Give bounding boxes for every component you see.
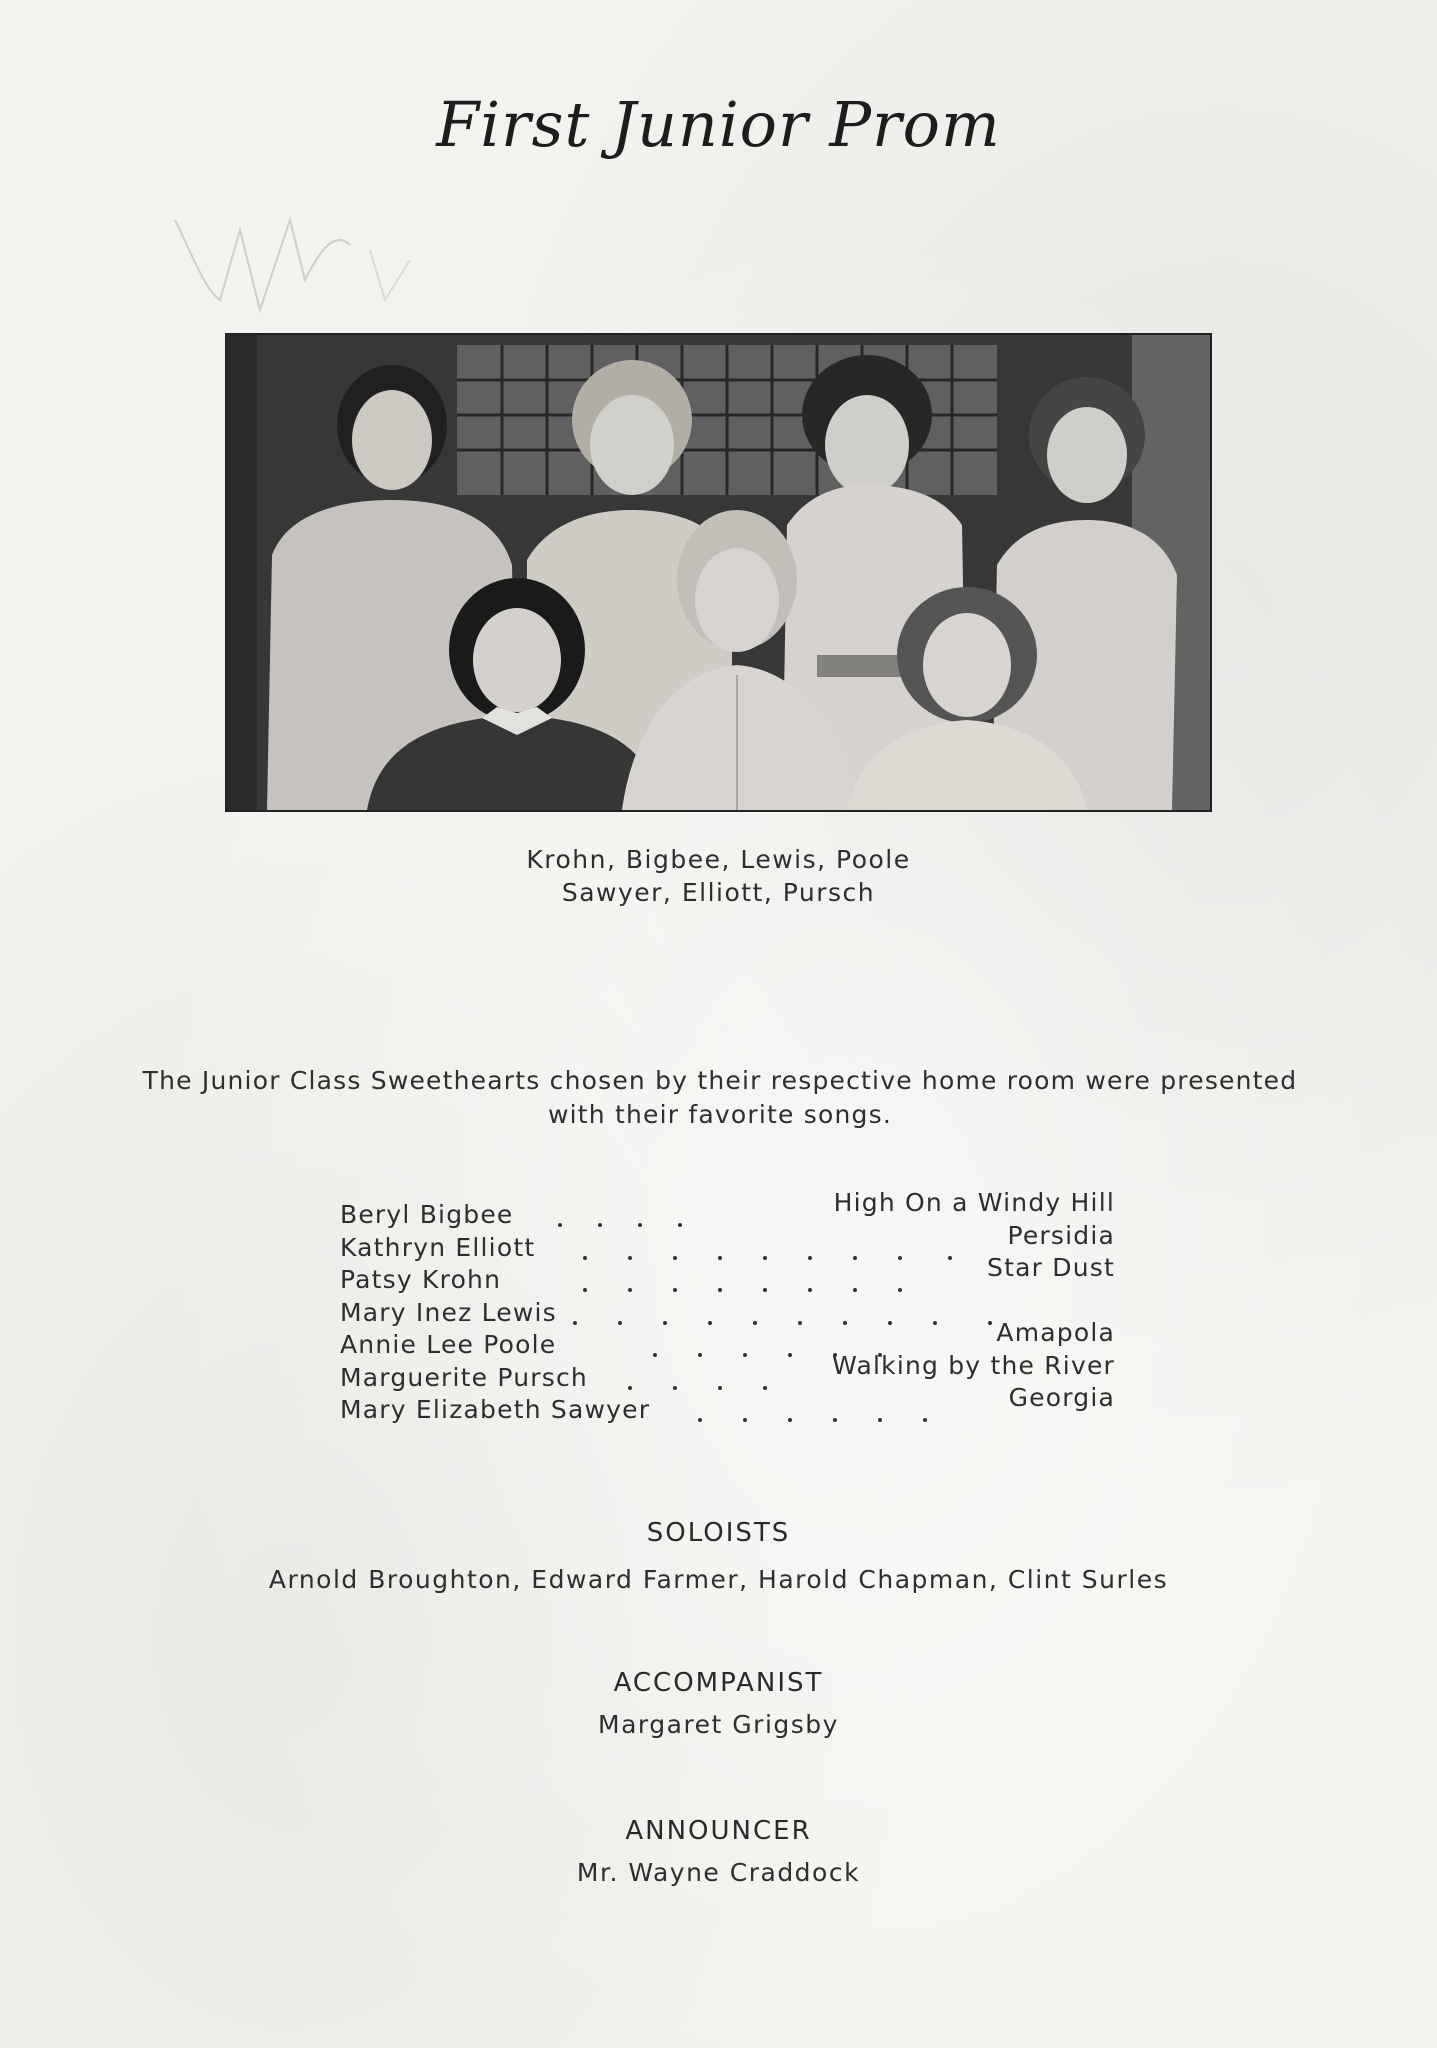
song-list bbox=[340, 1188, 1115, 1428]
accompanist-name: Margaret Grigsby bbox=[598, 1710, 839, 1739]
list-item bbox=[340, 1383, 1115, 1428]
leader-dots bbox=[340, 1395, 1115, 1427]
list-item bbox=[340, 1253, 1115, 1298]
favorite-song: Amapola bbox=[996, 1318, 1115, 1347]
photo-caption-line2: Sawyer, Elliott, Pursch bbox=[561, 878, 876, 907]
announcer-name: Mr. Wayne Craddock bbox=[576, 1858, 861, 1887]
favorite-song: Star Dust bbox=[987, 1253, 1115, 1282]
sweetheart-name: Mary Inez Lewis bbox=[340, 1297, 557, 1327]
pencil-scribble bbox=[170, 190, 530, 350]
favorite-song: Persidia bbox=[1007, 1220, 1115, 1250]
group-photo bbox=[225, 333, 1212, 812]
list-item bbox=[340, 1350, 1115, 1396]
intro-line2: with their favorite songs. bbox=[548, 1100, 892, 1129]
sweetheart-name: Kathryn Elliott bbox=[340, 1232, 536, 1262]
sweetheart-name: Annie Lee Poole bbox=[340, 1330, 557, 1359]
page-title: First Junior Prom bbox=[436, 88, 1001, 161]
accompanist-heading: ACCOMPANIST bbox=[613, 1668, 824, 1698]
soloists-heading: SOLOISTS bbox=[646, 1518, 791, 1548]
intro-line1: The Junior Class Sweethearts chosen by their respective home room were presented bbox=[142, 1066, 1298, 1095]
sweetheart-name: Beryl Bigbee bbox=[340, 1200, 514, 1229]
announcer-heading: ANNOUNCER bbox=[625, 1816, 812, 1846]
favorite-song: Walking by the River bbox=[832, 1350, 1115, 1380]
soloists-names: Arnold Broughton, Edward Farmer, Harold Chapman, Clint Surles bbox=[268, 1565, 1169, 1594]
sweetheart-name: Mary Elizabeth Sawyer bbox=[340, 1395, 651, 1424]
favorite-song: Georgia bbox=[1008, 1383, 1115, 1412]
list-item bbox=[340, 1188, 1115, 1233]
favorite-song: High On a Windy Hill bbox=[833, 1188, 1115, 1217]
sweetheart-name: Patsy Krohn bbox=[340, 1265, 502, 1294]
sweetheart-name: Marguerite Pursch bbox=[340, 1362, 588, 1392]
photo-caption-line1: Krohn, Bigbee, Lewis, Poole bbox=[526, 845, 911, 874]
